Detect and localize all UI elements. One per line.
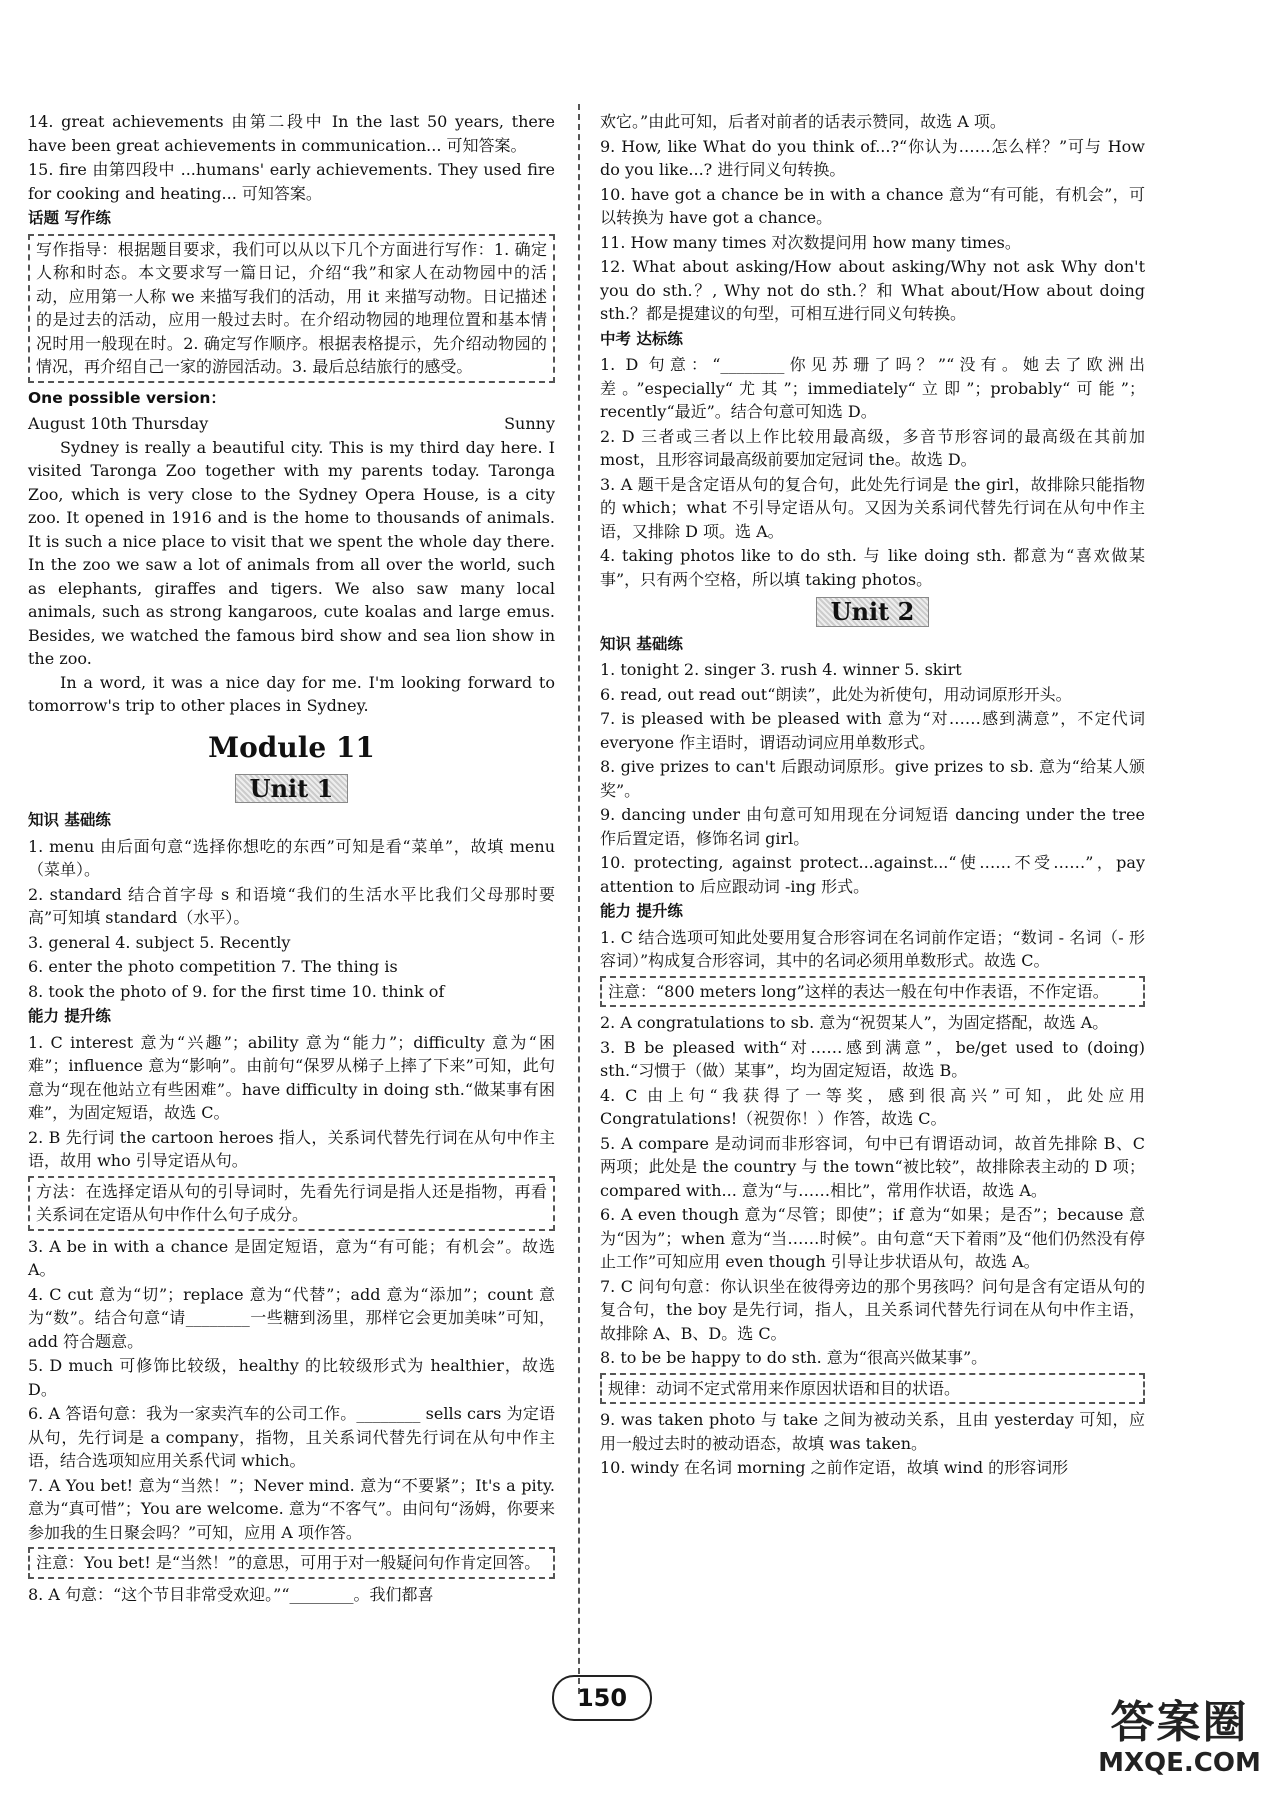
- unit-2-title: Unit 2: [816, 597, 930, 627]
- attention-box: 注意：You bet! 是“当然！”的意思，可用于对一般疑问句作肯定回答。: [28, 1547, 555, 1579]
- answer-item: 7. C 问句句意：你认识坐在彼得旁边的那个男孩吗？问句是含有定语从句的复合句，the boy 是先行词，指人，且关系词代替先行词在从句中作主语，故排除 A、B、D。选 C。: [600, 1276, 1145, 1343]
- answer-item: 2. D 三者或三者以上作比较用最高级，多音节形容词的最高级在其前加 most，且形容词最高级前要加定冠词 the。故选 D。: [600, 426, 1145, 469]
- essay-paragraph: Sydney is really a beautiful city. This is my third day here. I visited Taronga Zoo together with my parents today. Taronga Zoo, which is very close to the Sydney Opera House, is a city zoo. It opened in 1916 and is the home to thousands of animals. It is such a nice place to visit that we spent the whole day there. In the zoo we saw a lot of animals from all over the world, such as elephants, giraffes and tigers. We also saw many local animals, such as strong kangaroos, cute koalas and large emus. Besides, we watched the famous bird show and sea lion show in the zoo.: [28, 437, 555, 668]
- essay-date: August 10th Thursday: [28, 414, 209, 433]
- answer-item: 3. general 4. subject 5. Recently: [28, 932, 291, 952]
- essay-paragraph: In a word, it was a nice day for me. I'm looking forward to tomorrow's trip to other places in Sydney.: [28, 672, 555, 715]
- answer-item: 2. A congratulations to sb. 意为“祝贺某人”，为固定搭配，故选 A。: [600, 1013, 1109, 1032]
- answer-item: 1. menu 由后面句意“选择你想吃的东西”可知是看“菜单”，故填 menu（菜单）。: [28, 836, 555, 879]
- answer-item: 2. standard 结合首字母 s 和语境“我们的生活水平比我们父母那时要高”可知填 standard（水平）。: [28, 884, 555, 927]
- answer-item: 6. A even though 意为“尽管；即使”；if 意为“如果；是否”；because 意为“因为”；when 意为“当……时候”。由句意“天下着雨”及“他们仍然没有停止工作”可知应用 even though 引导让步状语从句，故选 A。: [600, 1205, 1145, 1271]
- answer-item: 1. C 结合选项可知此处要用复合形容词在名词前作定语；“数词 - 名词（- 形容词）”构成复合形容词，其中的名词必须用单数形式。故选 C。: [600, 927, 1145, 970]
- answer-item: 8. give prizes to can't 后跟动词原形。give prizes to sb. 意为“给某人颁奖”。: [600, 757, 1145, 800]
- answer-item: 11. How many times 对次数提问用 how many times。: [600, 232, 1021, 252]
- answer-item: 8. to be be happy to do sth. 意为“很高兴做某事”。: [600, 1348, 988, 1367]
- section-writing: 话题 写作练: [28, 209, 111, 227]
- essay-weather: Sunny: [504, 414, 555, 433]
- attention-box: 注意：“800 meters long”这样的表达一般在句中作表语，不作定语。: [600, 976, 1145, 1008]
- writing-guide-box: 写作指导：根据题目要求，我们可以从以下几个方面进行写作：1. 确定人称和时态。本文要求写一篇日记，介绍“我”和家人在动物园中的活动，应用第一人称 we 来描写我们的活动，用 it 来描写动物。日记描述的是过去的活动，应用一般过去时。在介绍动物园的地理位置和基本情况时用一般现在时。2. 确定写作顺序。根据表格提示，先介绍动物园的情况，再介绍自己一家的游园活动。3. 最后总结旅行的感受。: [28, 234, 555, 383]
- section-ability: 能力 提升练: [28, 1007, 111, 1025]
- answer-item: 12. What about asking/How about asking/Why not ask Why don't you do sth.？, Why not do sth.？和 What about/How about doing sth.？都是提建议的句型，可相互进行同义句转换。: [600, 257, 1145, 323]
- answer-item: 4. C cut 意为“切”；replace 意为“代替”；add 意为“添加”；count 意为“数”。结合句意“请________一些糖到汤里，那样它会更加美味”可知，add 符合题意。: [28, 1284, 555, 1351]
- answer-item: 2. B 先行词 the cartoon heroes 指人，关系词代替先行词在从句中作主语，故用 who 引导定语从句。: [28, 1127, 555, 1170]
- module-title: Module 11: [208, 730, 375, 764]
- answer-item: 9. was taken photo 与 take 之间为被动关系，且由 yesterday 可知，应用一般过去时的被动语态，故填 was taken。: [600, 1410, 1145, 1453]
- rule-box: 规律：动词不定式常用来作原因状语和目的状语。: [600, 1373, 1145, 1405]
- answer-item: 8. A 句意：“这个节目非常受欢迎。”“________。我们都喜: [28, 1584, 434, 1604]
- answer-item: 4. C 由上句“我获得了一等奖，感到很高兴”可知，此处应用 Congratulations!（祝贺你！）作答，故选 C。: [600, 1085, 1145, 1128]
- section-exam: 中考 达标练: [600, 329, 683, 348]
- answer-item: 3. B be pleased with“对……感到满意”，be/get used to (doing) sth.“习惯于（做）某事”，均为固定短语，故选 B。: [600, 1037, 1145, 1080]
- left-column: [28, 110, 555, 1607]
- answer-item: 1. tonight 2. singer 3. rush 4. winner 5. skirt: [600, 660, 962, 679]
- answer-item: 10. windy 在名词 morning 之前作定语，故填 wind 的形容词形: [600, 1458, 1069, 1477]
- page-number: 150: [552, 1675, 652, 1721]
- answer-item: 14. great achievements 由第二段中 In the last 50 years, there have been great achievements in communication... 可知答案。: [28, 112, 555, 155]
- answer-item: 1. D 句意：“________你见苏珊了吗？”“没有。她去了欧洲出差。”especially“尤其”；immediately“立即”；probably“可能”；recently“最近”。结合句意可知选 D。: [600, 355, 1145, 421]
- answer-item: 1. C interest 意为“兴趣”；ability 意为“能力”；difficulty 意为“困难”；influence 意为“影响”。由前句“保罗从梯子上摔了下来”可知，此句意为“现在他站立有些困难”。have difficulty in doing sth.“做某事有困难”，为固定短语，故选 C。: [28, 1032, 555, 1122]
- answer-item: 6. read, out read out“朗读”，此处为祈使句，用动词原形开头。: [600, 684, 1072, 704]
- answer-item: 3. A 题干是含定语从句的复合句，此处先行词是 the girl，故排除只能指物的 which；what 不引导定语从句。又因为关系词代替先行词在从句中作主语，又排除 D 项。选 A。: [600, 474, 1145, 541]
- answer-item: 7. is pleased with be pleased with 意为“对……感到满意”，不定代词 everyone 作主语时，谓语动词应用单数形式。: [600, 709, 1145, 752]
- watermark-logo: 答案圈 MXQE.COM: [1098, 1697, 1261, 1778]
- answer-item: 4. taking photos like to do sth. 与 like doing sth. 都意为“喜欢做某事”，只有两个空格，所以填 taking photos。: [600, 546, 1145, 589]
- answer-item: 欢它。”由此可知，后者对前者的话表示赞同，故选 A 项。: [600, 112, 1006, 131]
- answer-item: 5. D much 可修饰比较级，healthy 的比较级形式为 healthier，故选 D。: [28, 1356, 555, 1399]
- answer-item: 15. fire 由第四段中 ...humans' early achievements. They used fire for cooking and heating... 可知答案。: [28, 160, 555, 203]
- answer-item: 8. took the photo of 9. for the first time 10. think of: [28, 981, 445, 1001]
- answer-item: 9. dancing under 由句意可知用现在分词短语 dancing under the tree 作后置定语，修饰名词 girl。: [600, 805, 1145, 848]
- section-ability: 能力 提升练: [600, 902, 683, 920]
- unit-1-title: Unit 1: [235, 774, 349, 804]
- column-divider: [578, 104, 580, 1694]
- version-label: One possible version：: [28, 388, 226, 407]
- right-column: [600, 110, 1145, 1481]
- answer-item: 6. A 答语句意：我为一家卖汽车的公司工作。________ sells cars 为定语从句，先行词是 a company，指物，且关系词代替先行词在从句中作主语，结合选项知应用关系代词 which。: [28, 1404, 555, 1470]
- answer-item: 7. A You bet! 意为“当然！”；Never mind. 意为“不要紧”；It's a pity. 意为“真可惜”；You are welcome. 意为“不客气”。由问句“汤姆，你要来参加我的生日聚会吗？”可知，应用 A 项作答。: [28, 1475, 555, 1542]
- section-basic: 知识 基础练: [28, 811, 111, 829]
- answer-item: 3. A be in with a chance 是固定短语，意为“有可能；有机会”。故选 A。: [28, 1236, 555, 1279]
- method-box: 方法：在选择定语从句的引导词时，先看先行词是指人还是指物，再看关系词在定语从句中作什么句子成分。: [28, 1176, 555, 1231]
- answer-item: 6. enter the photo competition 7. The thing is: [28, 957, 398, 976]
- sample-essay: [28, 412, 555, 718]
- answer-item: 5. A compare 是动词而非形容词，句中已有谓语动词，故首先排除 B、C 两项；此处是 the country 与 the town“被比较”，故排除表主动的 D 项；compared with... 意为“与……相比”，常用作状语，故选 A。: [600, 1133, 1145, 1200]
- section-basic: 知识 基础练: [600, 634, 683, 653]
- answer-item: 10. protecting, against protect...against...“使……不受……”，pay attention to 后应跟动词 -ing 形式。: [600, 853, 1145, 896]
- answer-item: 9. How, like What do you think of...?“你认为……怎么样？”可与 How do you like...? 进行同义句转换。: [600, 136, 1145, 179]
- answer-item: 10. have got a chance be in with a chance 意为“有可能，有机会”，可以转换为 have got a chance。: [600, 184, 1145, 227]
